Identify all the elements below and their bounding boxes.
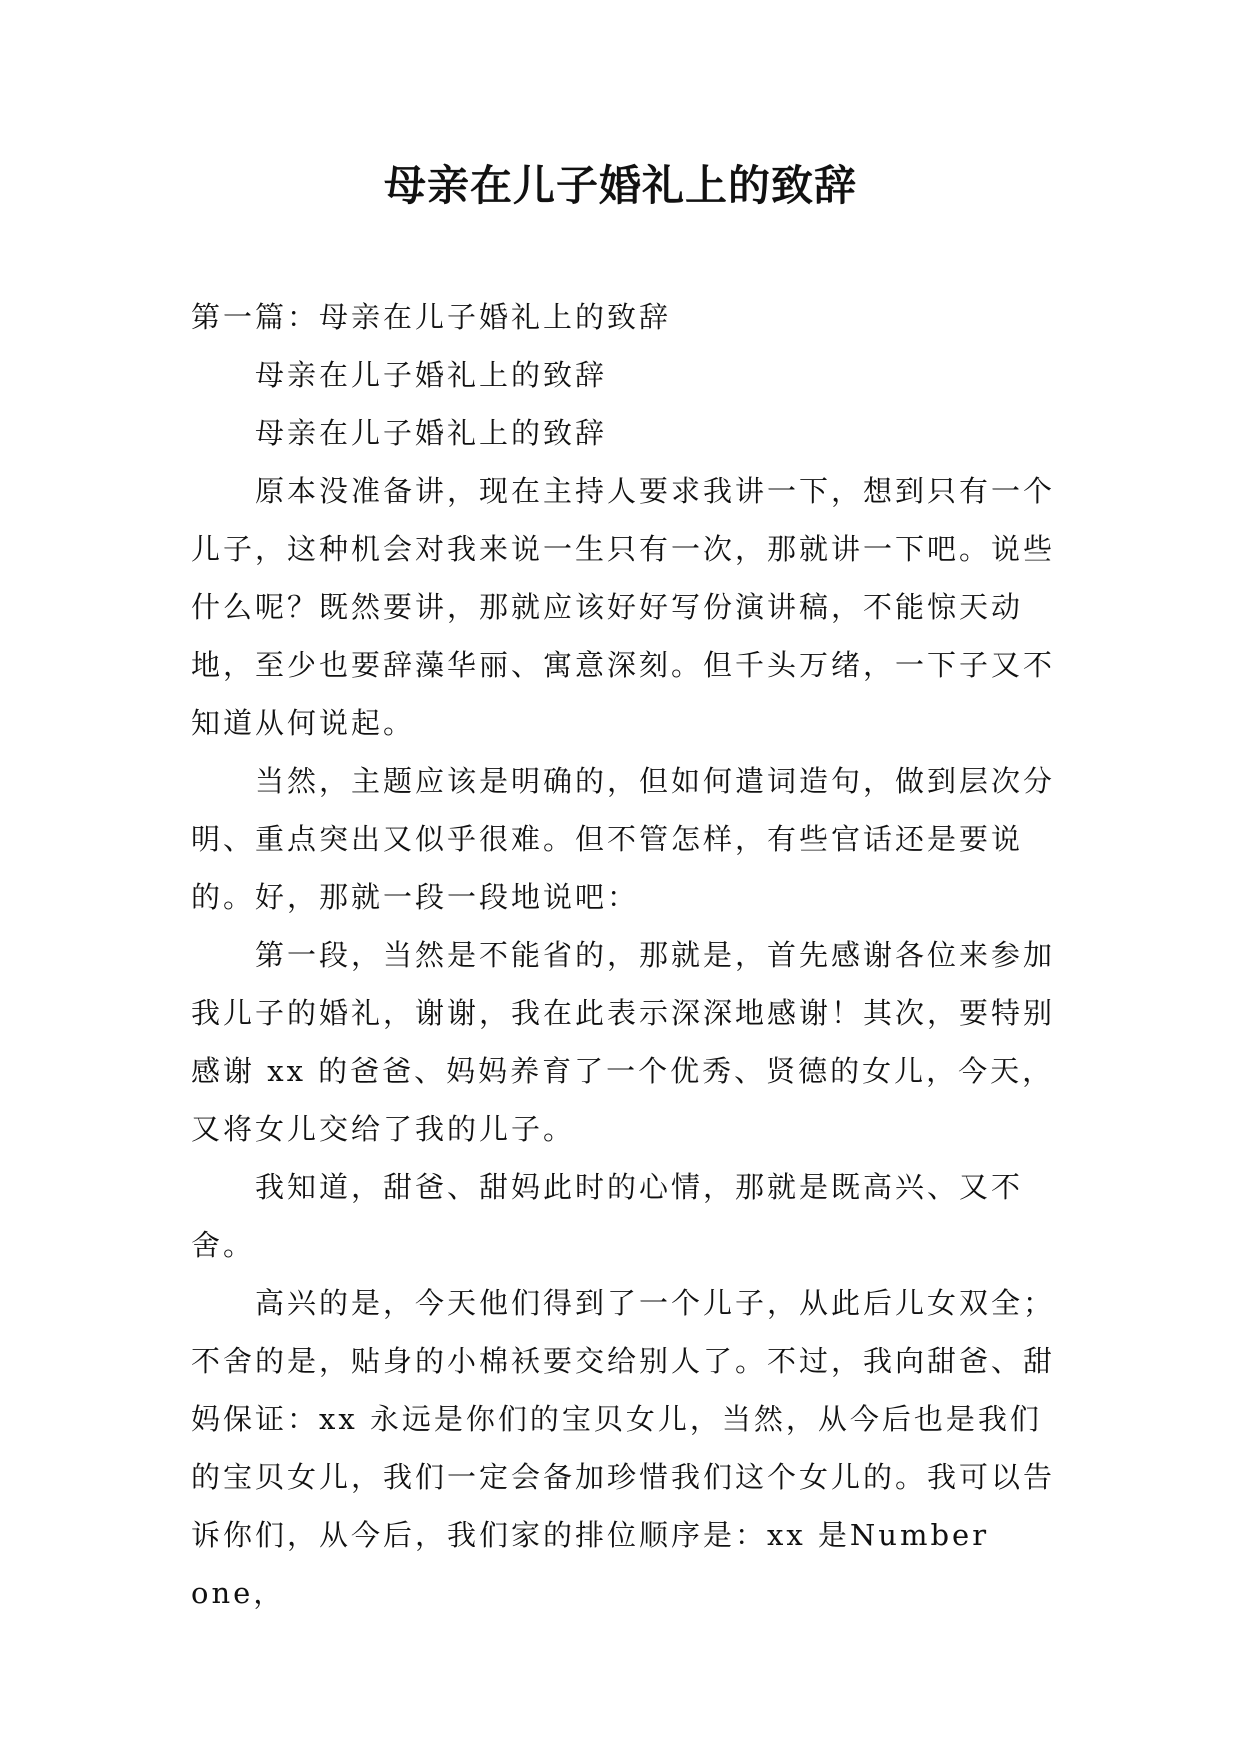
paragraph: 母亲在儿子婚礼上的致辞 — [255, 416, 608, 450]
document-title: 母亲在儿子婚礼上的致辞 — [383, 161, 857, 210]
paragraph: 我知道，甜爸、甜妈此时的心情，那就是既高兴、又不舍。 — [191, 1170, 1024, 1262]
paragraph: 当然，主题应该是明确的，但如何遣词造句，做到层次分明、重点突出又似乎很难。但不管怎样，有些官话还是要说的。好，那就一段一段地说吧： — [191, 764, 1056, 914]
paragraph: 高兴的是，今天他们得到了一个儿子，从此后儿女双全；不舍的是，贴身的小棉袄要交给别人了。不过，我向甜爸、甜妈保证：xx 永远是你们的宝贝女儿，当然，从今后也是我们的宝贝女儿，我们一定会备加珍惜我们这个女儿的。我可以告诉你们，从今后，我们家的排位顺序是：xx 是Number one， — [191, 1286, 1056, 1610]
paragraph: 原本没准备讲，现在主持人要求我讲一下，想到只有一个儿子，这种机会对我来说一生只有一次，那就讲一下吧。说些什么呢？既然要讲，那就应该好好写份演讲稿，不能惊天动地，至少也要辞藻华丽、寓意深刻。但千头万绪，一下子又不知道从何说起。 — [191, 474, 1056, 740]
paragraph: 第一篇：母亲在儿子婚礼上的致辞 — [191, 300, 672, 334]
document-body — [191, 288, 1061, 1622]
paragraph: 母亲在儿子婚礼上的致辞 — [255, 358, 608, 392]
paragraph: 第一段，当然是不能省的，那就是，首先感谢各位来参加我儿子的婚礼，谢谢，我在此表示深深地感谢！其次，要特别感谢 xx 的爸爸、妈妈养育了一个优秀、贤德的女儿，今天，又将女儿交给了我的儿子。 — [191, 938, 1056, 1146]
